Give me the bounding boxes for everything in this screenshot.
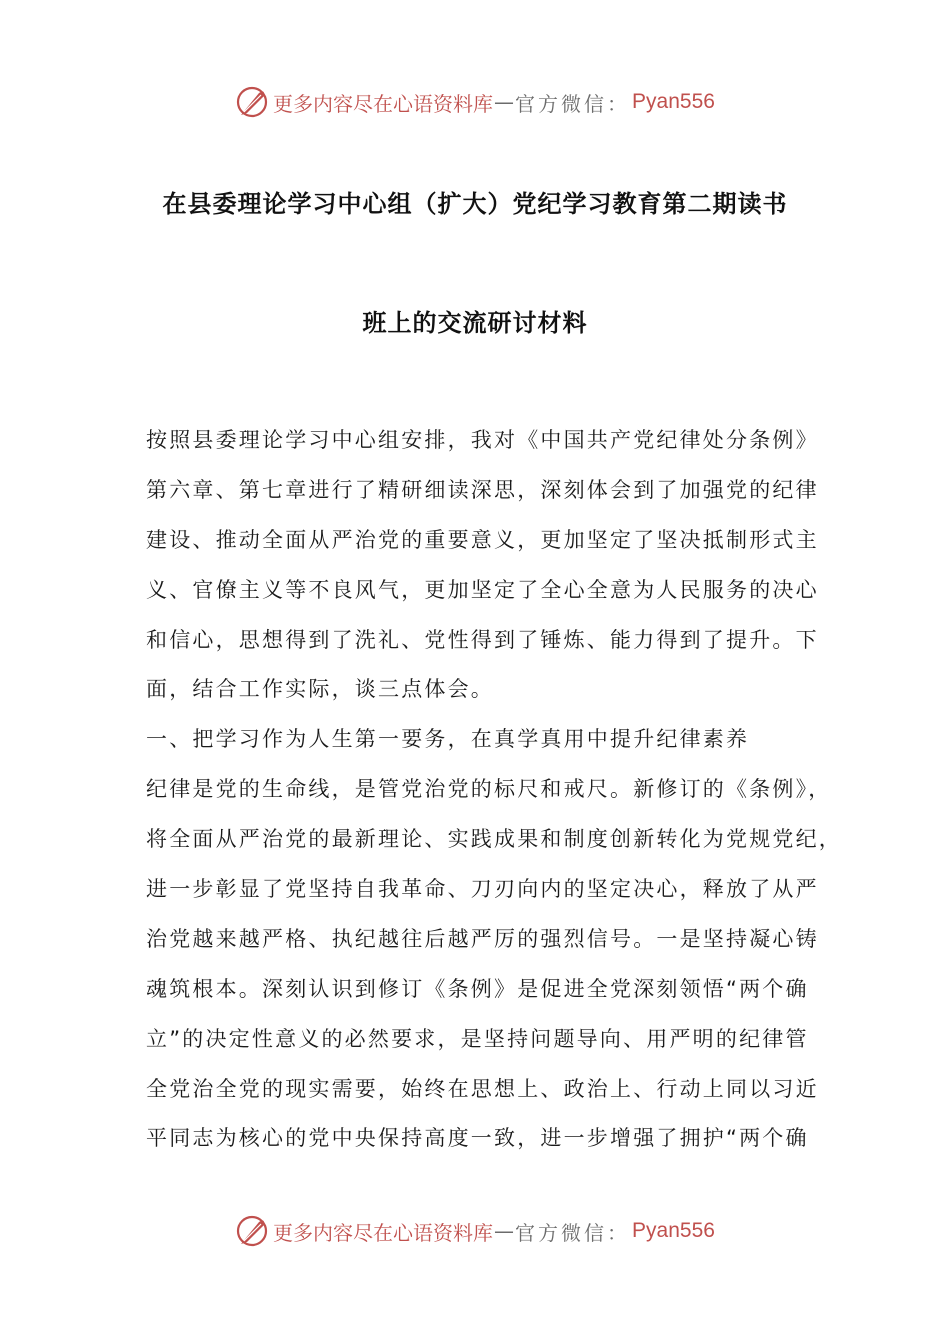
watermark-dash: — bbox=[494, 1219, 515, 1243]
body-line: 义、官僚主义等不良风气，更加坚定了全心全意为人民服务的决心 bbox=[146, 577, 819, 602]
quill-pen-circle-icon bbox=[235, 85, 269, 119]
watermark-wechat-id: Pyan556 bbox=[632, 90, 715, 113]
body-line: 魂筑根本。深刻认识到修订《条例》是促进全党深刻领悟“两个确 bbox=[146, 976, 809, 1001]
body-line: 按照县委理论学习中心组安排，我对《中国共产党纪律处分条例》 bbox=[146, 428, 819, 452]
body-line: 将全面从严治党的最新理论、实践成果和制度创新转化为党规党纪， bbox=[146, 827, 842, 852]
section-heading: 一、把学习作为人生第一要务，在真学真用中提升纪律素养 bbox=[146, 727, 750, 752]
watermark-banner-bottom bbox=[0, 1211, 950, 1251]
watermark-wechat-label: 官方微信： bbox=[515, 91, 631, 116]
watermark-wechat-label: 官方微信： bbox=[515, 1220, 631, 1245]
body-line: 面，结合工作实际，谈三点体会。 bbox=[146, 677, 494, 702]
body-line: 和信心，思想得到了洗礼、党性得到了锤炼、能力得到了提升。下 bbox=[146, 627, 819, 652]
body-line: 建设、推动全面从严治党的重要意义，更加坚定了坚决抵制形式主 bbox=[146, 527, 819, 552]
watermark-banner-top bbox=[0, 82, 950, 122]
document-title-line-1: 在县委理论学习中心组（扩大）党纪学习教育第二期读书 bbox=[162, 190, 788, 218]
body-line: 全党治全党的现实需要，始终在思想上、政治上、行动上同以习近 bbox=[146, 1076, 819, 1101]
watermark-wechat-id: Pyan556 bbox=[632, 1219, 715, 1242]
body-line: 纪律是党的生命线，是管党治党的标尺和戒尺。新修订的《条例》， bbox=[146, 777, 832, 802]
body-line: 第六章、第七章进行了精研细读深思，深刻体会到了加强党的纪律 bbox=[146, 477, 819, 502]
body-line: 进一步彰显了党坚持自我革命、刀刃向内的坚定决心，释放了从严 bbox=[146, 877, 819, 902]
document-body bbox=[146, 416, 842, 1164]
body-line: 平同志为核心的党中央保持高度一致，进一步增强了拥护“两个确 bbox=[146, 1126, 809, 1151]
body-line: 立”的决定性意义的必然要求，是坚持问题导向、用严明的纪律管 bbox=[146, 1026, 809, 1051]
watermark-text: 更多内容尽在心语资料库 bbox=[273, 91, 494, 116]
quill-pen-circle-icon bbox=[235, 1214, 269, 1248]
watermark-dash: — bbox=[494, 90, 515, 114]
document-title-line-2: 班上的交流研讨材料 bbox=[362, 309, 588, 337]
body-line: 治党越来越严格、执纪越往后越严厉的强烈信号。一是坚持凝心铸 bbox=[146, 926, 819, 951]
watermark-text: 更多内容尽在心语资料库 bbox=[273, 1220, 494, 1245]
